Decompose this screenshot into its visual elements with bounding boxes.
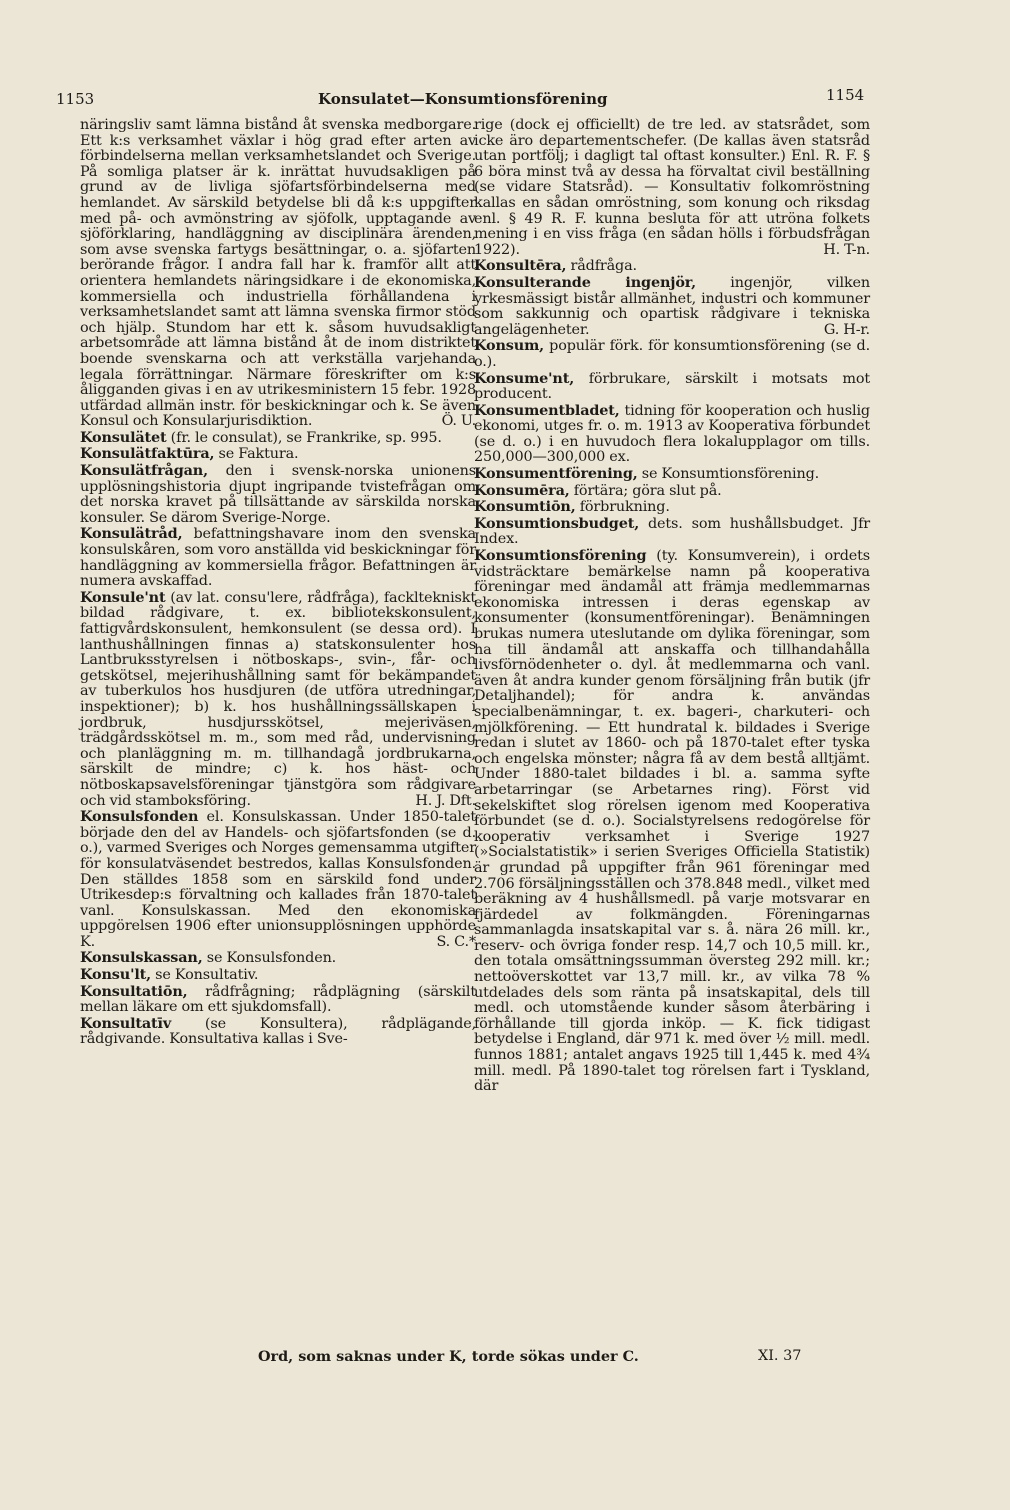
footer-note: Ord, som saknas under K, torde sökas under C. bbox=[258, 1348, 639, 1365]
entry-text: tidning för kooperation och huslig ekonomi, utges fr. o. m. 1913 av Kooperativa förbundet (se d. o.) i en huvudoch flera lokalupplagor om tills. 250,000—300,000 ex. bbox=[474, 402, 870, 466]
entry-headword: Konsumtionsbudget, bbox=[474, 514, 640, 532]
article-entry bbox=[80, 590, 476, 809]
entry-headword: Konsulätråd, bbox=[80, 525, 183, 543]
article-entry bbox=[80, 1016, 476, 1048]
article-entry bbox=[474, 403, 870, 466]
author-signature: H. J. Dft. bbox=[415, 792, 476, 809]
page-number-left: 1153 bbox=[56, 90, 95, 108]
entry-headword: Konsultatīv bbox=[80, 1014, 172, 1032]
entry-headword: Konsumtionsförening bbox=[474, 547, 647, 565]
entry-text: rige (dock ej officiellt) de tre led. av statsrådet, som icke äro departementschefer. (De kallas även statsråd utan portfölj; i dagligt tal oftast konsulter.) Enl. R. F. § 6 böra minst två av dessa ha förvaltat civil beställning (se vidare Statsråd). — Konsultativ folkomröstning kallas en sådan omröstning, som konung och riksdag enl. § 49 R. F. kunna besluta för att utröna folkets mening i en viss fråga (en sådan hölls i förbudsfrågan 1922). bbox=[474, 117, 870, 258]
entry-headword: Konsum, bbox=[474, 337, 545, 355]
entry-headword: Konsumentbladet, bbox=[474, 401, 620, 419]
entry-headword: Konsultatiōn, bbox=[80, 982, 188, 1000]
entry-text: (fr. le consulat), se Frankrike, sp. 995. bbox=[166, 429, 442, 446]
article-entry bbox=[80, 984, 476, 1016]
entry-headword: Konsume'nt, bbox=[474, 369, 575, 387]
entry-text: befattningshavare inom den svenska konsulskåren, som voro anställda vid beskickningar för handläggning av kommersiella frågor. Befattningen är numera avskaffad. bbox=[80, 526, 476, 590]
entry-headword: Konsulätfrågan, bbox=[80, 462, 208, 480]
article-entry bbox=[474, 338, 870, 370]
entry-headword: Konsulätfaktūra, bbox=[80, 445, 215, 463]
article-entry bbox=[80, 118, 476, 430]
article-entry bbox=[80, 950, 476, 967]
article-entry bbox=[80, 526, 476, 589]
article-entry bbox=[474, 499, 870, 516]
entry-text: rådfrågning; rådplägning (särskilt mellan läkare om ett sjukdomsfall). bbox=[80, 983, 476, 1016]
entry-headword: Konsumtiōn, bbox=[474, 498, 576, 516]
entry-text: förbrukare, särskilt i motsats mot producent. bbox=[474, 370, 870, 403]
article-entry bbox=[474, 483, 870, 500]
entry-text: se Faktura. bbox=[214, 446, 299, 463]
left-column bbox=[80, 118, 476, 1048]
article-entry bbox=[80, 430, 476, 447]
entry-text: (av lat. consu'lere, rådfråga), fackltekniskt bildad rådgivare, t. ex. bibliotekskonsulent, fattigvårdskonsulent, hemkonsulent (se dessa ord). I lanthushållningen finnas a) statskonsulenter hos Lantbruksstyrelsen i nötboskaps-, svin-, får- och getskötsel, mejerihushållning samt för bekämpandet av tuberkulos hos husdjuren (de utföra utredningar, inspektioner); b) k. hos hushållningssällskapen i jordbruk, husdjursskötsel, mejeriväsen, trädgårdsskötsel m. m., som med råd, undervisning och planläggning m. m. tillhandagå jordbrukarna, särskilt de mindre; c) k. hos häst- och nötboskapsavelsföreningar tjänstgöra som rådgivare och vid stamboksföring. bbox=[80, 589, 476, 809]
article-entry bbox=[474, 466, 870, 483]
entry-text: (se Konsultera), rådplägande, rådgivande. Konsultativa kallas i Sve- bbox=[80, 1015, 476, 1048]
page-number-right: 1154 bbox=[826, 86, 865, 104]
author-signature: Ö. U. bbox=[441, 413, 476, 430]
entry-text: se Konsulsfonden. bbox=[202, 950, 337, 967]
entry-text: el. Konsulskassan. Under 1850-talet började den del av Handels- och sjöfartsfonden (se d. o.), varmed Sveriges och Norges gemensamma utgifter för konsulatväsendet bestredos, kallas Konsulsfonden. Den ställdes 1858 som en särskild fond under Utrikesdep:s förvaltning och kallades från 1870-talet vanl. Konsulskassan. Med den ekonomiska uppgörelsen 1906 efter unionsupplösningen upphörde K. bbox=[80, 809, 476, 950]
sheet-mark: XI. 37 bbox=[758, 1348, 802, 1364]
entry-text: förbrukning. bbox=[575, 499, 670, 516]
page-header bbox=[56, 86, 866, 112]
entry-text: ingenjör, vilken yrkesmässigt bistår allmänhet, industri och kommuner som sakkunnig och opartisk rådgivare i tekniska angelägenheter. bbox=[474, 274, 870, 338]
entry-headword: Konsumēra, bbox=[474, 481, 570, 499]
entry-headword: Konsulätet bbox=[80, 428, 167, 446]
entry-headword: Konsu'lt, bbox=[80, 966, 151, 984]
article-entry bbox=[474, 118, 870, 258]
article-entry bbox=[474, 275, 870, 338]
running-title: Konsulatet—Konsumtionsförening bbox=[318, 90, 608, 108]
author-signature: G. H-r. bbox=[823, 321, 870, 338]
entry-headword: Konsulterande ingenjör, bbox=[474, 273, 697, 291]
entry-text: den i svensk-norska unionens upplösningshistoria djupt ingripande tvistefrågan om det norska kravet på tillsättande av särskilda norska konsuler. Se därom Sverige-Norge. bbox=[80, 463, 476, 526]
entry-text: rådfråga. bbox=[566, 258, 637, 275]
article-entry bbox=[474, 371, 870, 403]
article-entry bbox=[80, 967, 476, 984]
article-entry bbox=[80, 463, 476, 526]
entry-text: (ty. Konsumverein), i ordets vidsträcktare bemärkelse namn på kooperativa föreningar med ändamål att främja medlemmarnas ekonomiska intressen i deras egenskap av konsumenter (konsumentföreningar). Benämningen brukas numera uteslutande om dylika föreningar, som ha till ändamål att anskaffa och tillhandahålla livsförnödenheter o. dyl. åt medlemmarna och vanl. även åt andra kunder genom försäljning från butik (jfr Detaljhandel); för andra k. användas specialbenämningar, t. ex. bageri-, charkuteri- och mjölkförening. — Ett hundratal k. bildades i Sverige redan i slutet av 1860- och på 1870-talet efter tyska och engelska mönster; några få av dem bestå alltjämt. Under 1880-talet bildades i bl. a. samma syfte arbetarringar (se Arbetarnes ring). Först vid sekelskiftet slog rörelsen igenom med Kooperativa förbundet (se d. o.). Socialstyrelsens redogörelse för kooperativ verksamhet i Sverige 1927 (»Socialstatistik» i serien Sveriges Officiella Statistik) är grundad på uppgifter från 961 föreningar med 2.706 försäljningsställen och 378.848 medl., vilket med beräkning av 4 hushållsmedl. på varje motsvarar en fjärdedel av folkmängden. Föreningarnas sammanlagda insatskapital var s. å. nära 26 mill. kr., reserv- och övriga fonder resp. 14,7 och 10,5 mill. kr., den totala omsättningssumman översteg 292 mill. kr.; nettoöverskottet var 13,7 mill. kr., av vilka 78 % utdelades dels som ränta på insatskapital, dels till medl. och utomstående kunder såsom återbäring i förhållande till gjorda inköp. — K. fick tidigast betydelse i England, där 971 k. med över ½ mill. medl. funnos 1881; antalet angavs 1925 till 1,445 k. med 4¾ mill. medl. På 1890-talet tog rörelsen fart i Tyskland, där bbox=[474, 548, 870, 1095]
entry-text: se Konsumtionsförening. bbox=[637, 466, 820, 483]
entry-text: förtära; göra slut på. bbox=[569, 482, 722, 499]
entry-headword: Konsule'nt bbox=[80, 588, 166, 606]
author-signature: H. T-n. bbox=[823, 241, 870, 258]
article-entry bbox=[80, 446, 476, 463]
right-column bbox=[474, 118, 870, 1095]
entry-headword: Konsumentförening, bbox=[474, 465, 638, 483]
entry-text: se Konsultativ. bbox=[151, 967, 259, 984]
article-entry bbox=[474, 516, 870, 548]
entry-headword: Konsulskassan, bbox=[80, 949, 203, 967]
entry-headword: Konsulsfonden bbox=[80, 808, 199, 826]
article-entry bbox=[474, 258, 870, 275]
entry-text: populär förk. för konsumtionsförening (se d. o.). bbox=[474, 338, 870, 370]
article-entry bbox=[80, 809, 476, 950]
entry-text: näringsliv samt lämna bistånd åt svenska medborgare. Ett k:s verksamhet växlar i hög grad efter arten av förbindelserna mellan verksamhetslandet och Sverige. På somliga platser är k. inrättat huvudsakligen på grund av de livliga sjöfartsförbindelserna med hemlandet. Av särskild betydelse bli då k:s uppgifter med på- och avmönstring av sjöfolk, upptagande av sjöförklaring, handläggning av disciplinära ärenden, som avse svenska fartygs besättningar, o. a. sjöfarten berörande frågor. I andra fall har k. framför allt att orientera hemlandets näringsidkare i de ekonomiska, kommersiella och industriella förhållandena i verksamhetslandet samt att lämna svenska firmor stöd och hjälp. Stundom har ett k. såsom huvudsakligt arbetsområde att lämna bistånd åt de inom distriktet boende svenskarna och att verkställa varjehanda legala förrättningar. Närmare föreskrifter om k:s åligganden givas i en av utrikesministern 15 febr. 1928 utfärdad allmän instr. för beskickningar och k. Se även Konsul och Konsularjurisdiktion. bbox=[80, 117, 476, 430]
entry-headword: Konsultēra, bbox=[474, 257, 567, 275]
article-entry bbox=[474, 548, 870, 1095]
author-signature: S. C.* bbox=[436, 933, 476, 950]
entry-text: dets. som hushållsbudget. Jfr Index. bbox=[474, 515, 870, 548]
